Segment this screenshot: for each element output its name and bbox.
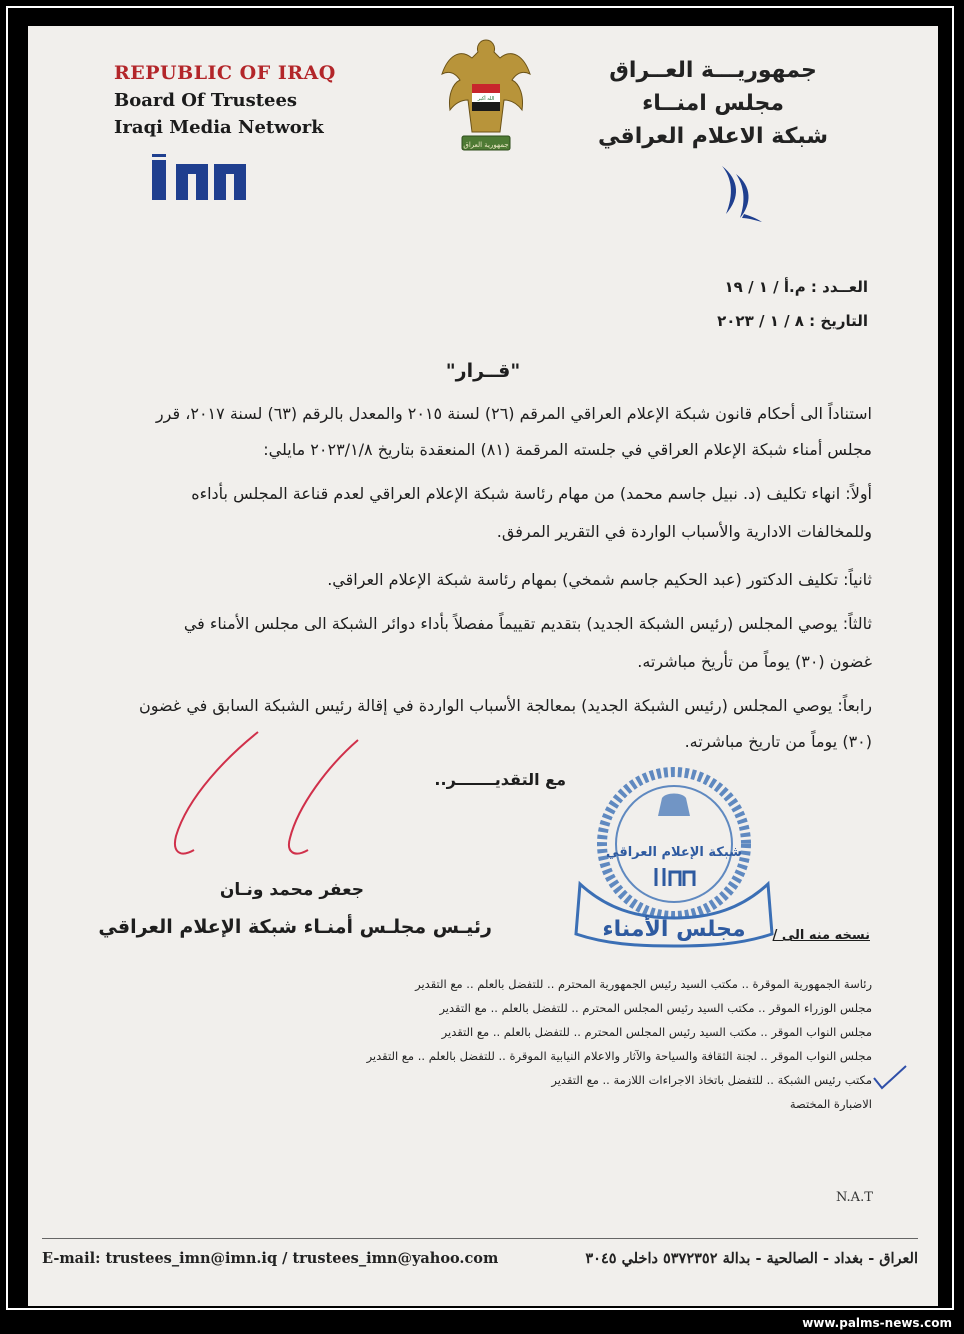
official-stamp-icon: [566, 758, 782, 948]
regards-text: مع التقديـــــــر..: [434, 770, 566, 789]
decision-item-3: ثالثاً: يوصي المجلس (رئيس الشبكة الجديد) بتقديم تقييماً مفصلاً بأداء دوائر الشبكة الى مجلس الأمناء في: [183, 614, 872, 633]
decision-intro-2: مجلس أمناء شبكة الإعلام العراقي في جلسته المرقمة (٨١) المنعقدة بتاريخ ٢٠٢٣/١/٨ مايلي:: [263, 440, 872, 459]
board-ar: مجلس امنــاء: [642, 91, 784, 116]
decision-item-1: أولاً: انهاء تكليف (د. نبيل جاسم محمد) من مهام رئاسة شبكة الإعلام العراقي لعدم قناعة المجلس بأداءه: [191, 484, 872, 503]
signatory-name: جعفر محمد ونـان: [219, 880, 364, 900]
copy-item-6: الاضبارة المختصة: [789, 1097, 872, 1111]
network-ar: شبكة الاعلام العراقي: [598, 124, 828, 149]
imn-swoosh-icon: [714, 164, 764, 224]
copy-item-1: رئاسة الجمهورية الموقرة .. مكتب السيد رئيس الجمهورية المحترم .. للتفضل بالعلم .. مع التقدير: [415, 977, 872, 991]
document-date: التاريخ : ٨ / ١ / ٢٠٢٣: [717, 312, 868, 330]
decision-item-4: رابعاً: يوصي المجلس (رئيس الشبكة الجديد) بمعالجة الأسباب الواردة في إقالة رئيس الشبكة السابق في غضون: [139, 696, 872, 715]
decision-item-2: ثانياً: تكليف الدكتور (عبد الحكيم جاسم شمخي) بمهام رئاسة شبكة الإعلام العراقي.: [327, 570, 872, 589]
watermark-text: www.palms-news.com: [802, 1316, 952, 1330]
copy-item-5: مكتب رئيس الشبكة .. للتفضل باتخاذ الاجراءات اللازمة .. مع التقدير: [551, 1073, 872, 1087]
svg-text:الله أكبر: الله أكبر: [477, 96, 495, 102]
signatory-title: رئيـس مجلـس أمنـاء شبكة الإعلام العراقي: [98, 916, 492, 938]
svg-text:جمهورية العراق: جمهورية العراق: [463, 141, 509, 149]
typist-initials: N.A.T: [836, 1190, 873, 1205]
footer-email: E-mail: trustees_imn@imn.iq / trustees_imn@yahoo.com: [42, 1250, 499, 1267]
checkmark-icon: [870, 1062, 910, 1092]
decision-item-3-cont: غضون (٣٠) يوماً من تأريخ مباشرته.: [637, 652, 872, 671]
footer-divider: [42, 1238, 918, 1239]
document-page: [28, 26, 938, 1306]
imn-logo-icon: [150, 154, 250, 206]
board-en: Board Of Trustees: [114, 90, 298, 111]
footer-address: العراق - بغداد - الصالحية - بدالة ٥٣٧٢٣٥٢ داخلي ٣٠٤٥: [585, 1250, 918, 1267]
signature-icon: [158, 726, 378, 876]
decision-intro-1: استناداً الى أحكام قانون شبكة الإعلام العراقي المرقم (٢٦) لسنة ٢٠١٥ والمعدل بالرقم (٦٣) لسنة ٢٠١٧، قرر: [155, 404, 872, 423]
svg-text:مجلس الأمناء: مجلس الأمناء: [602, 917, 746, 942]
copy-item-3: مجلس النواب الموقر .. مكتب السيد رئيس المجلس المحترم .. للتفضل بالعلم .. مع التقدير: [441, 1025, 872, 1039]
iraq-emblem-icon: [438, 34, 534, 158]
reference-number: العــدد : م.أ / ١ / ١٩: [724, 278, 868, 296]
decision-title: "قــرار": [445, 360, 521, 382]
copy-item-4: مجلس النواب الموقر .. لجنة الثقافة والسياحة والآثار والاعلام النيابية الموقرة .. للتفضل بالعلم .. مع التقدير: [366, 1049, 872, 1063]
copies-list: [312, 972, 872, 1116]
copy-item-2: مجلس الوزراء الموقر .. مكتب السيد رئيس المجلس المحترم .. للتفضل بالعلم .. مع التقدير: [439, 1001, 872, 1015]
decision-item-4-cont: (٣٠) يوماً من تاريخ مباشرته.: [684, 732, 872, 751]
arabic-letterhead: [598, 54, 828, 153]
republic-en: REPUBLIC OF IRAQ: [114, 62, 336, 84]
svg-text:شبكة الإعلام العراقي: شبكة الإعلام العراقي: [606, 845, 742, 860]
copies-heading: نسخه منه الى /: [772, 928, 870, 943]
network-en: Iraqi Media Network: [114, 117, 324, 138]
english-letterhead: [114, 62, 336, 138]
republic-ar: جمهوريـــة العــراق: [609, 58, 817, 83]
decision-item-1-cont: وللمخالفات الادارية والأسباب الواردة في التقرير المرفق.: [496, 522, 872, 541]
footer: [42, 1250, 918, 1267]
